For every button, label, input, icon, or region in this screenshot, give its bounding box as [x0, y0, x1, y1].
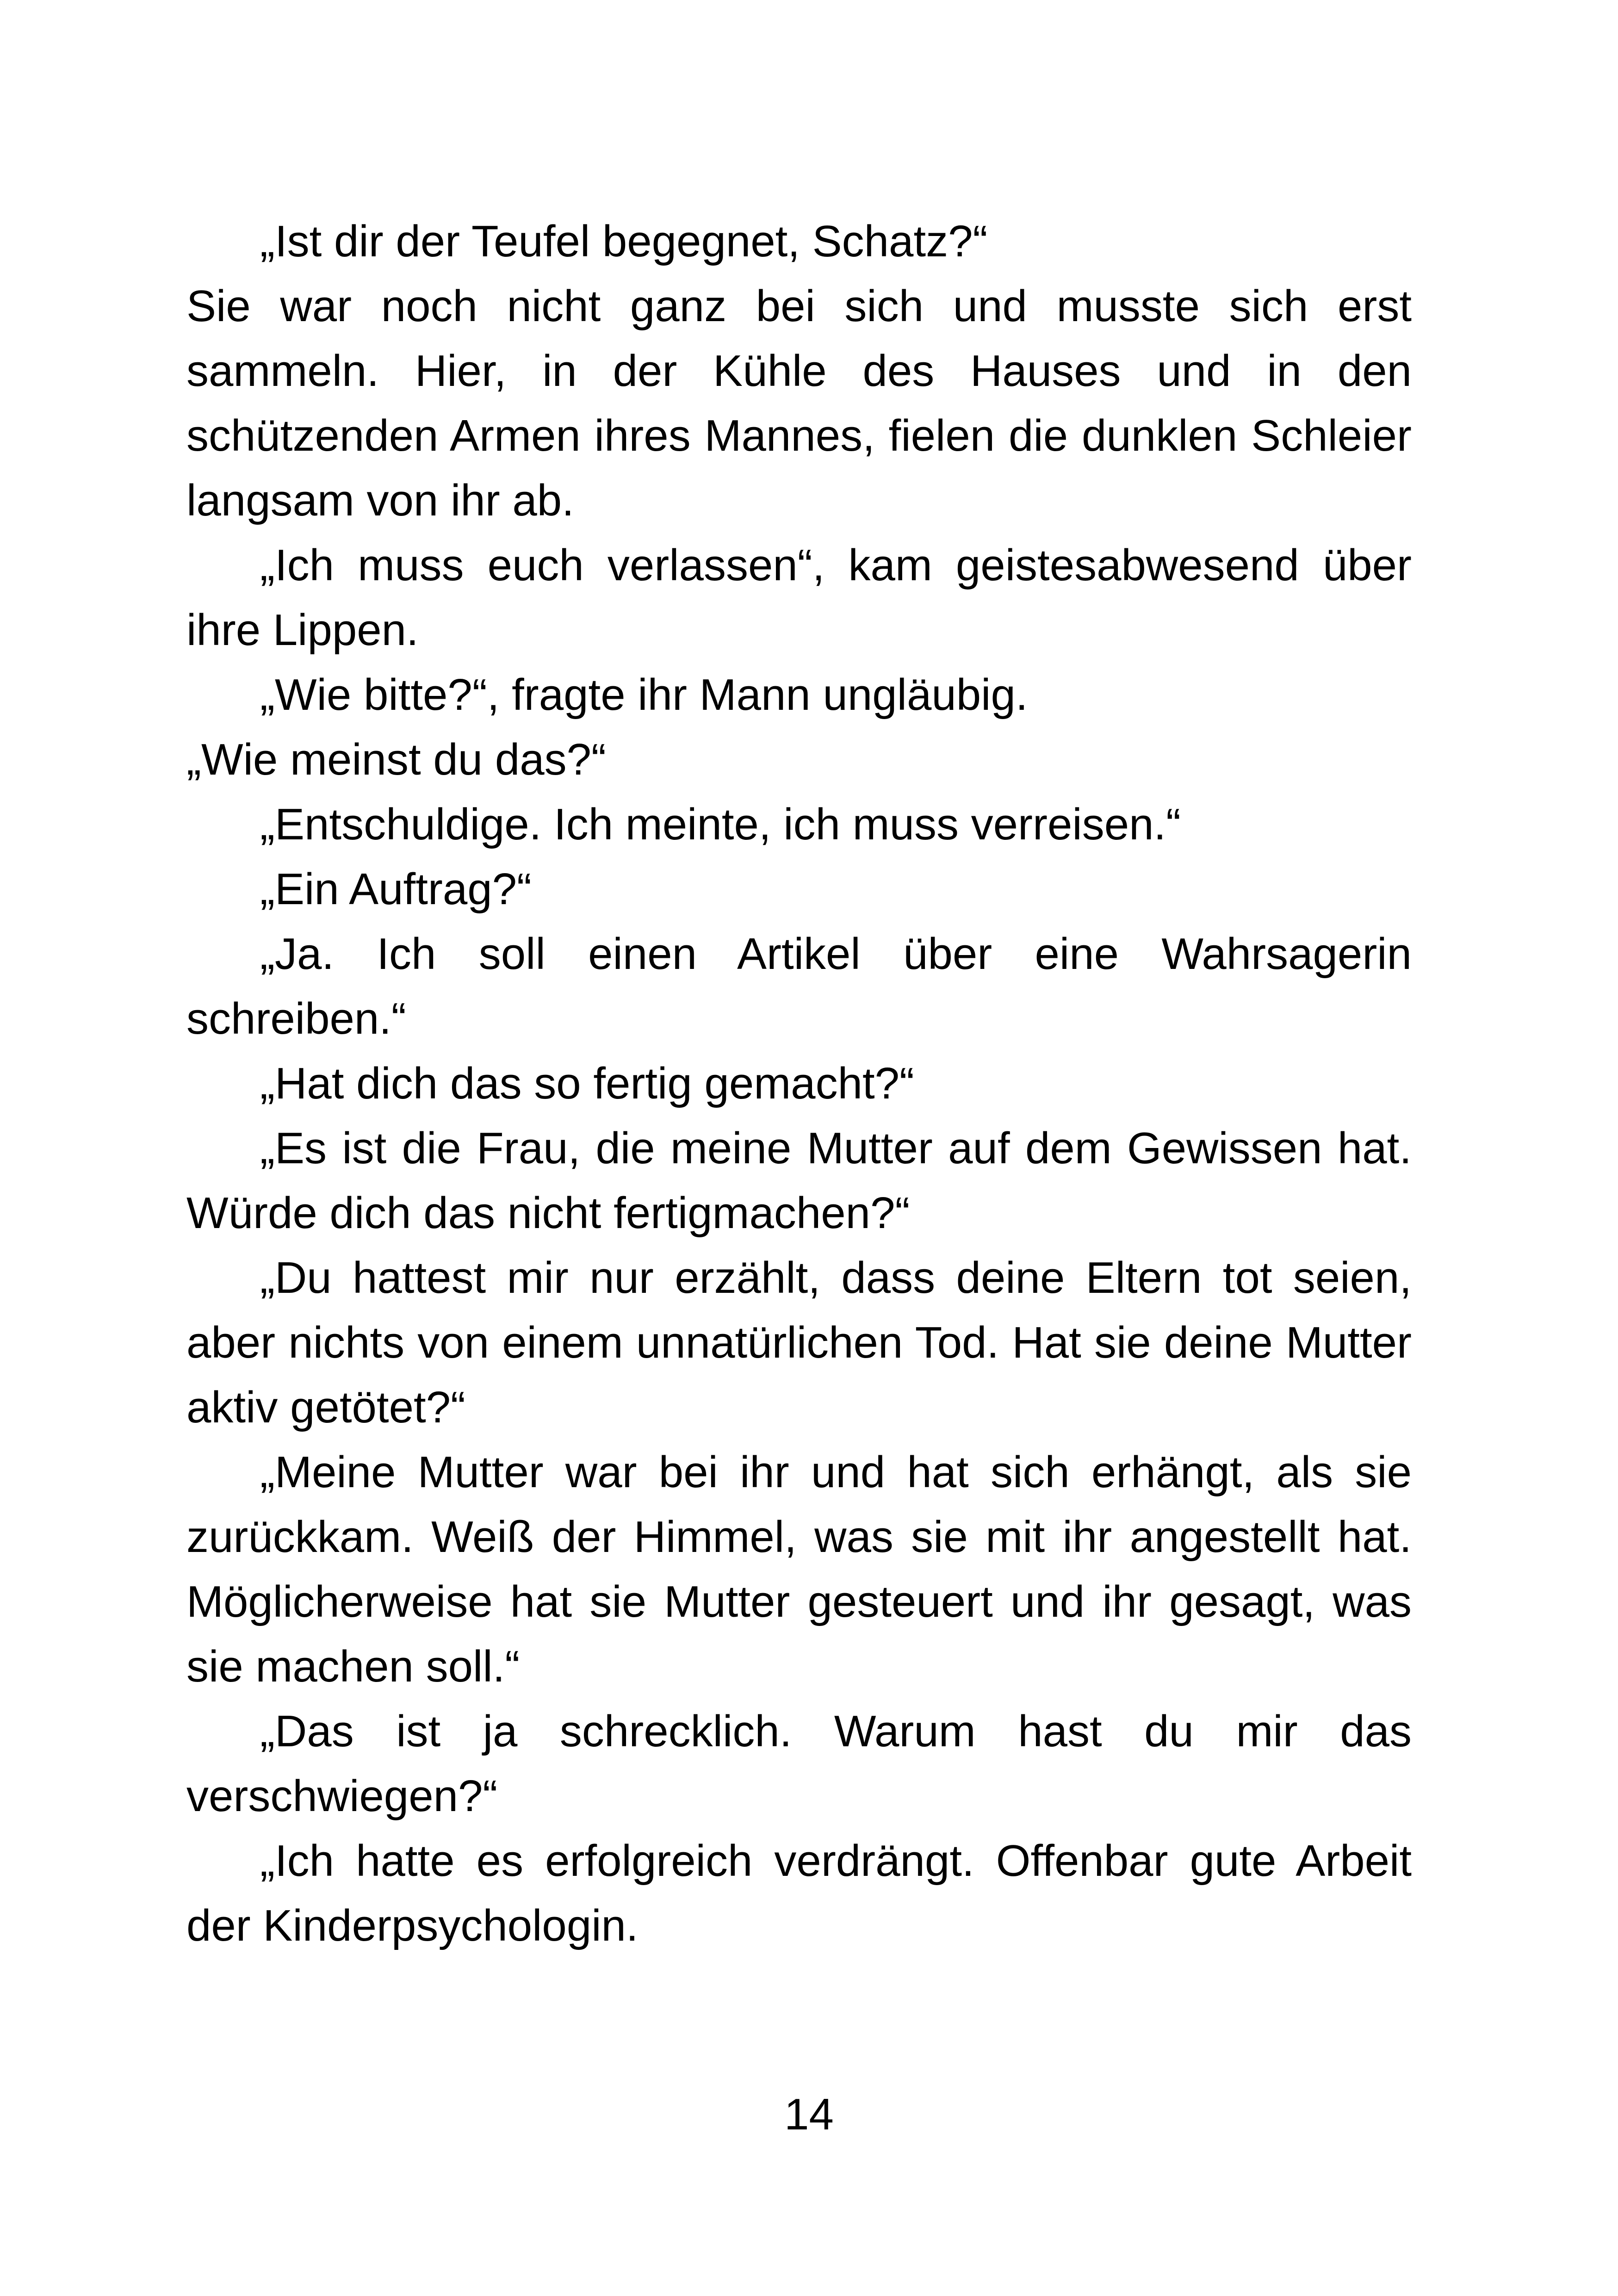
paragraph: „Wie bitte?“, fragte ihr Mann ungläubig.: [260, 670, 1028, 720]
paragraph: „Ist dir der Teufel begegnet, Schatz?“: [260, 217, 988, 266]
paragraph: „Ein Auftrag?“: [260, 864, 532, 914]
paragraph: Sie war noch nicht ganz bei sich und musste sich erst sammeln. Hier, in der Kühle des Hauses und in den schützenden Armen ihres Mannes, fielen die dunklen Schleier langsam von ihr ab.: [186, 281, 1412, 525]
paragraph: „Wie meinst du das?“: [186, 735, 606, 784]
paragraph: „Ja. Ich soll einen Artikel über eine Wahrsagerin schreiben.“: [186, 929, 1412, 1043]
page-number: 14: [784, 2090, 834, 2139]
paragraph: „Hat dich das so fertig gemacht?“: [260, 1059, 914, 1108]
paragraph: „Ich hatte es erfolgreich verdrängt. Offenbar gute Arbeit der Kinderpsychologin.: [186, 1836, 1412, 1950]
paragraph: „Das ist ja schrecklich. Warum hast du mir das verschwiegen?“: [186, 1706, 1412, 1821]
paragraph: „Du hattest mir nur erzählt, dass deine Eltern tot seien, aber nichts von einem unnatürlichen Tod. Hat sie deine Mutter aktiv getötet?“: [186, 1253, 1412, 1432]
paragraph: „Meine Mutter war bei ihr und hat sich erhängt, als sie zurückkam. Weiß der Himmel, was sie mit ihr angestellt hat. Möglicherweise hat sie Mutter gesteuert und ihr gesagt, was sie machen soll.“: [186, 1447, 1412, 1691]
paragraph: „Ich muss euch verlassen“, kam geistesabwesend über ihre Lippen.: [186, 540, 1412, 655]
paragraph: „Entschuldige. Ich meinte, ich muss verreisen.“: [260, 800, 1181, 849]
body-text: [186, 209, 1412, 1958]
paragraph: „Es ist die Frau, die meine Mutter auf dem Gewissen hat. Würde dich das nicht fertigmachen?“: [186, 1123, 1412, 1238]
